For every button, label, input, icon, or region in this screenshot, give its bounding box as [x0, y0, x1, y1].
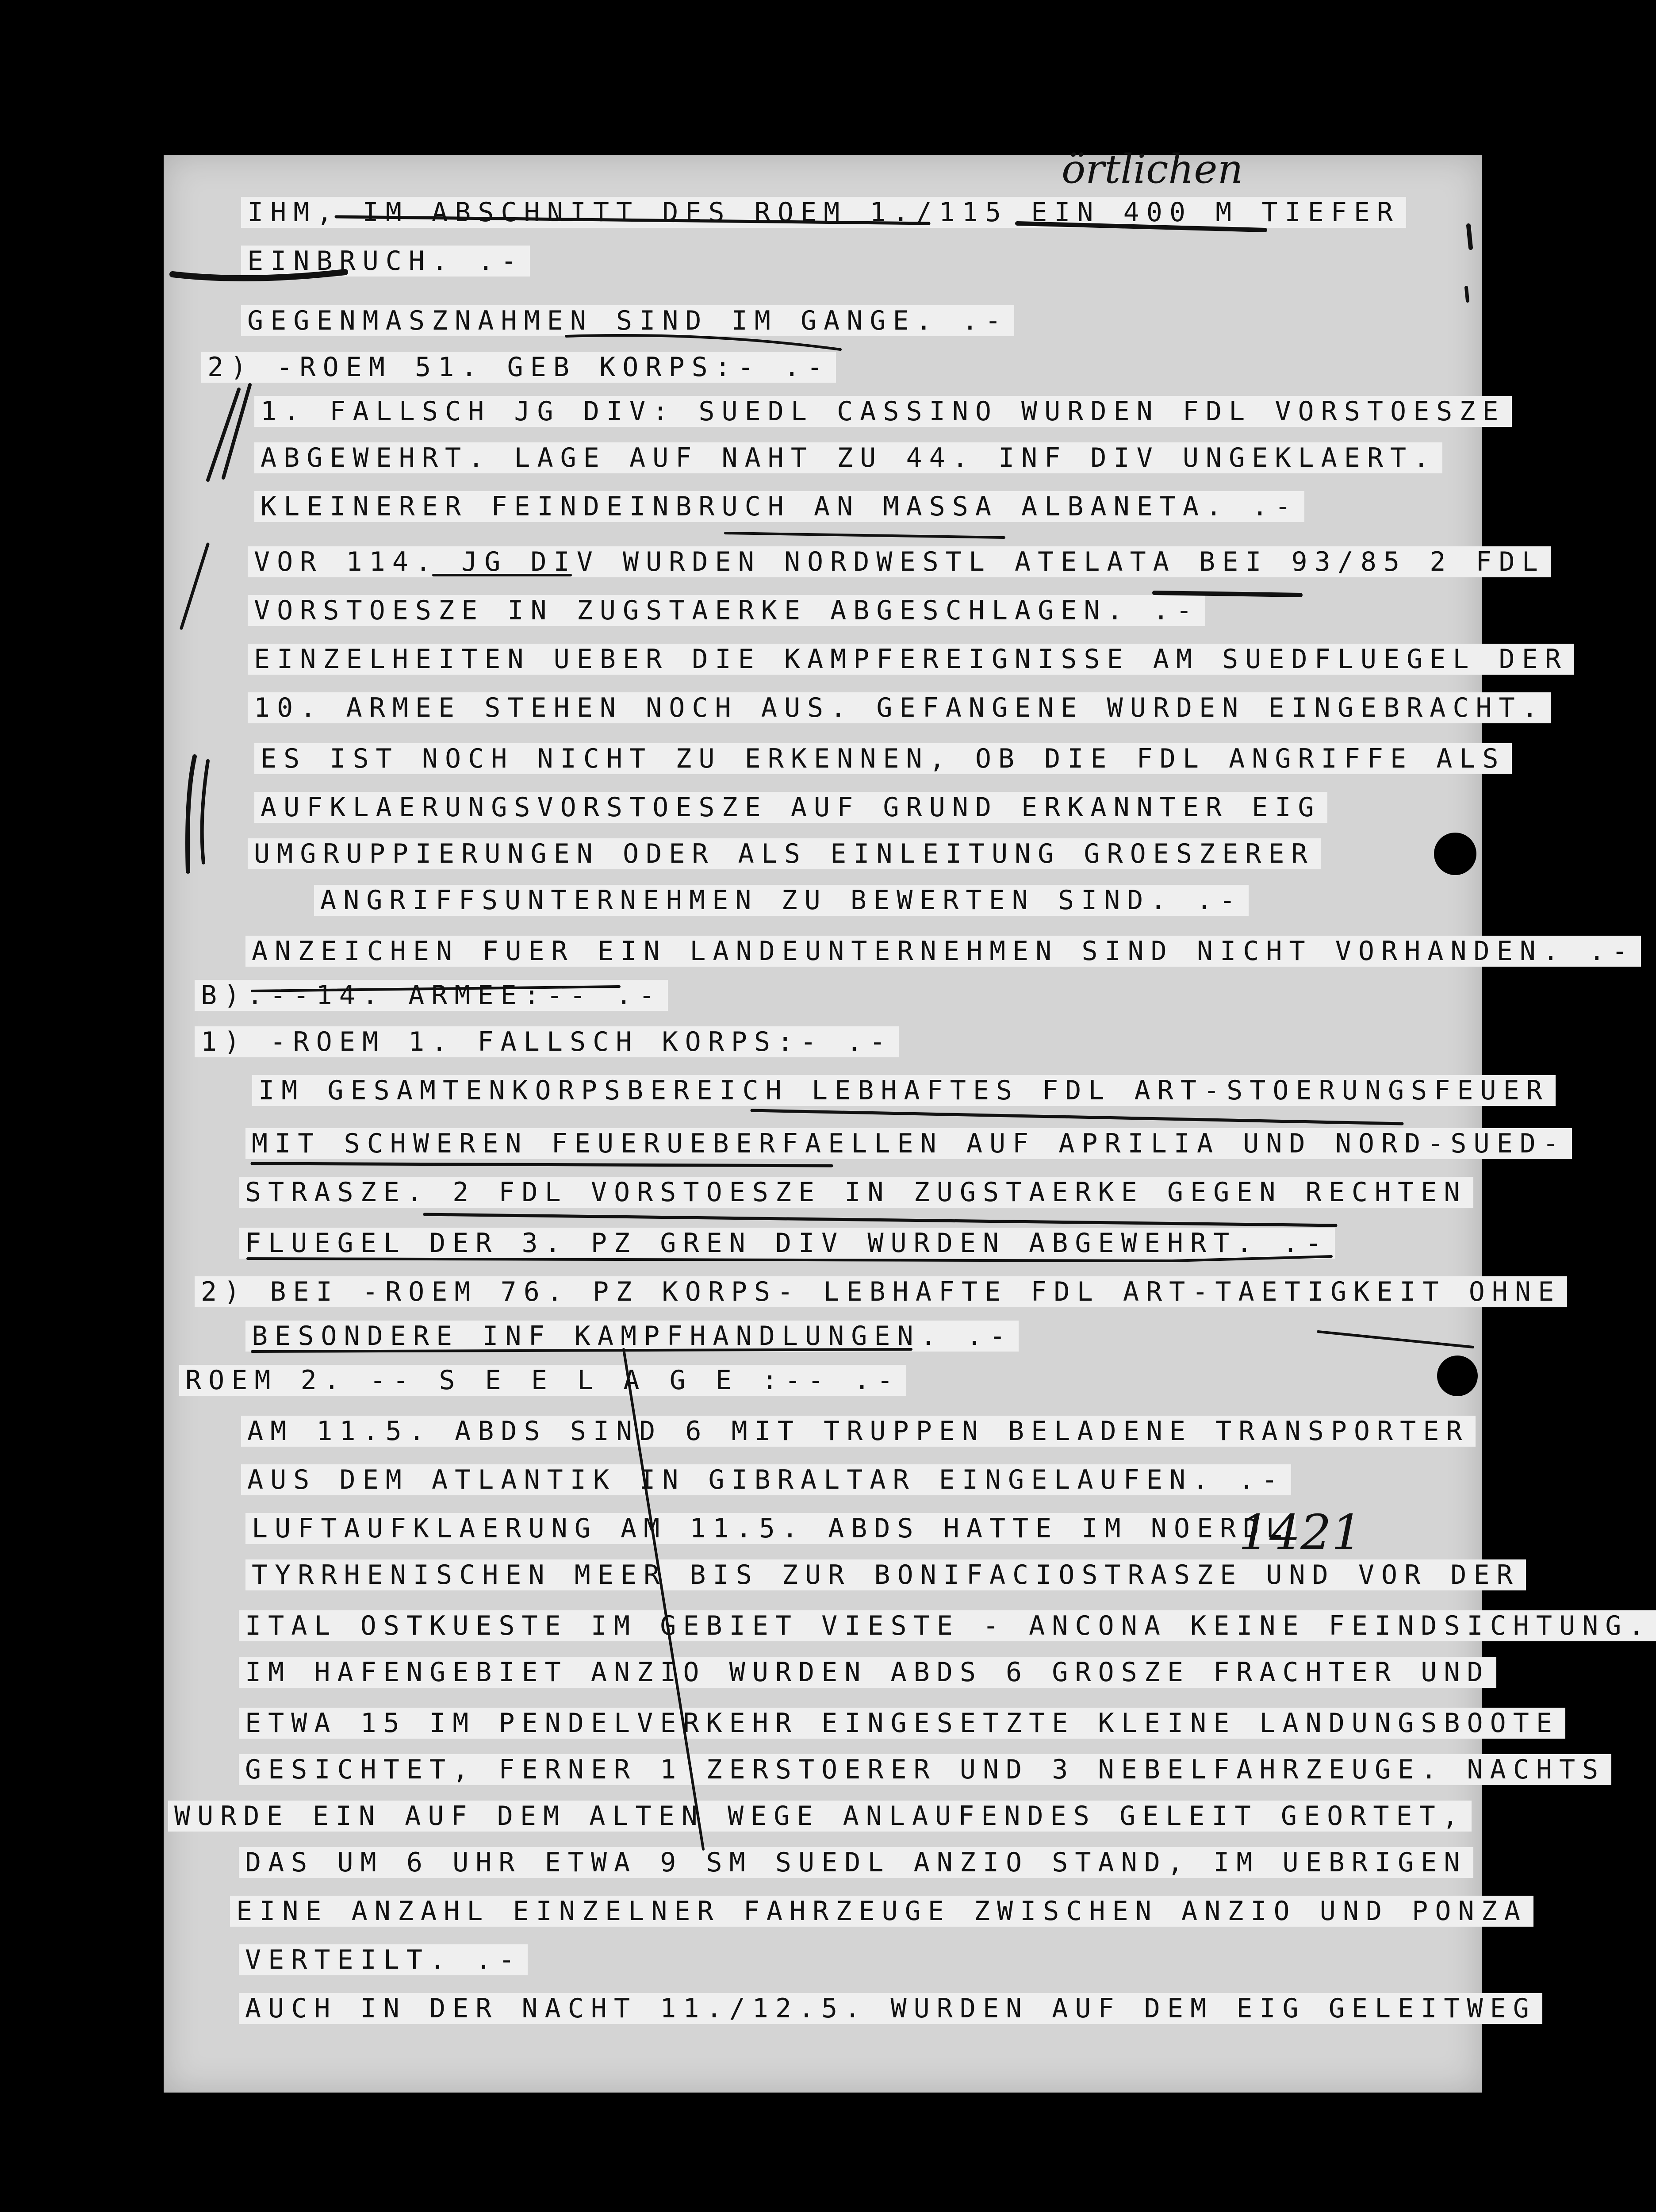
text-line: AM 11.5. ABDS SIND 6 MIT TRUPPEN BELADENE TRANSPORTER: [241, 1416, 1476, 1447]
text-line: 2) -ROEM 51. GEB KORPS:- .-: [201, 352, 836, 383]
text-line: KLEINERER FEINDEINBRUCH AN MASSA ALBANETA. .-: [254, 491, 1304, 522]
text-line: AUS DEM ATLANTIK IN GIBRALTAR EINGELAUFEN. .-: [241, 1464, 1291, 1495]
text-line: EINBRUCH. .-: [241, 246, 530, 276]
text-line: BESONDERE INF KAMPFHANDLUNGEN. .-: [245, 1321, 1019, 1352]
text-line: B).--14. ARMEE:-- .-: [195, 980, 668, 1011]
text-line: 10. ARMEE STEHEN NOCH AUS. GEFANGENE WURDEN EINGEBRACHT.: [248, 692, 1551, 723]
handwritten-correction: örtlichen: [1062, 146, 1243, 192]
text-line: ES IST NOCH NICHT ZU ERKENNEN, OB DIE FDL ANGRIFFE ALS: [254, 743, 1512, 774]
text-line: IM GESAMTENKORPSBEREICH LEBHAFTES FDL ART-STOERUNGSFEUER: [252, 1075, 1556, 1106]
text-line: EINZELHEITEN UEBER DIE KAMPFEREIGNISSE AM SUEDFLUEGEL DER: [248, 644, 1574, 675]
text-line: EINE ANZAHL EINZELNER FAHRZEUGE ZWISCHEN ANZIO UND PONZA: [230, 1896, 1533, 1927]
text-line: VOR 114. JG DIV WURDEN NORDWESTL ATELATA BEI 93/85 2 FDL: [248, 546, 1551, 577]
text-line: ANGRIFFSUNTERNEHMEN ZU BEWERTEN SIND. .-: [314, 885, 1249, 916]
text-line: LUFTAUFKLAERUNG AM 11.5. ABDS HATTE IM NOERDL: [245, 1513, 1296, 1544]
text-line: GEGENMASZNAHMEN SIND IM GANGE. .-: [241, 305, 1014, 336]
text-line: FLUEGEL DER 3. PZ GREN DIV WURDEN ABGEWEHRT. .-: [239, 1228, 1335, 1259]
text-line: ABGEWEHRT. LAGE AUF NAHT ZU 44. INF DIV UNGEKLAERT.: [254, 442, 1442, 473]
text-line: ROEM 2. -- S E E L A G E :-- .-: [179, 1365, 906, 1396]
text-line: STRASZE. 2 FDL VORSTOESZE IN ZUGSTAERKE GEGEN RECHTEN: [239, 1177, 1473, 1208]
text-line: 1. FALLSCH JG DIV: SUEDL CASSINO WURDEN FDL VORSTOESZE: [254, 396, 1512, 427]
text-line: AUCH IN DER NACHT 11./12.5. WURDEN AUF DEM EIG GELEITWEG: [239, 1993, 1542, 2024]
text-line: ITAL OSTKUESTE IM GEBIET VIESTE - ANCONA KEINE FEINDSICHTUNG.: [239, 1610, 1656, 1641]
text-line: GESICHTET, FERNER 1 ZERSTOERER UND 3 NEBELFAHRZEUGE. NACHTS: [239, 1754, 1611, 1785]
text-line: 1) -ROEM 1. FALLSCH KORPS:- .-: [195, 1026, 899, 1057]
text-line: ANZEICHEN FUER EIN LANDEUNTERNEHMEN SIND NICHT VORHANDEN. .-: [245, 936, 1641, 967]
text-line: MIT SCHWEREN FEUERUEBERFAELLEN AUF APRILIA UND NORD-SUED-: [245, 1128, 1572, 1159]
text-line: IHM, IM ABSCHNITT DES ROEM 1./115 EIN 400 M TIEFER: [241, 197, 1406, 228]
text-line: UMGRUPPIERUNGEN ODER ALS EINLEITUNG GROESZERER: [248, 838, 1321, 869]
text-line: VORSTOESZE IN ZUGSTAERKE ABGESCHLAGEN. .-: [248, 595, 1205, 626]
handwritten-page-number: 1421: [1238, 1504, 1362, 1561]
text-line: ETWA 15 IM PENDELVERKEHR EINGESETZTE KLEINE LANDUNGSBOOTE: [239, 1708, 1565, 1739]
text-line: DAS UM 6 UHR ETWA 9 SM SUEDL ANZIO STAND, IM UEBRIGEN: [239, 1847, 1473, 1878]
text-line: TYRRHENISCHEN MEER BIS ZUR BONIFACIOSTRASZE UND VOR DER: [245, 1559, 1526, 1590]
text-line: VERTEILT. .-: [239, 1944, 528, 1975]
text-line: 2) BEI -ROEM 76. PZ KORPS- LEBHAFTE FDL ART-TAETIGKEIT OHNE: [195, 1276, 1567, 1307]
text-line: WURDE EIN AUF DEM ALTEN WEGE ANLAUFENDES GELEIT GEORTET,: [168, 1801, 1472, 1832]
text-line: IM HAFENGEBIET ANZIO WURDEN ABDS 6 GROSZE FRACHTER UND: [239, 1657, 1496, 1688]
text-line: AUFKLAERUNGSVORSTOESZE AUF GRUND ERKANNTER EIG: [254, 792, 1327, 823]
